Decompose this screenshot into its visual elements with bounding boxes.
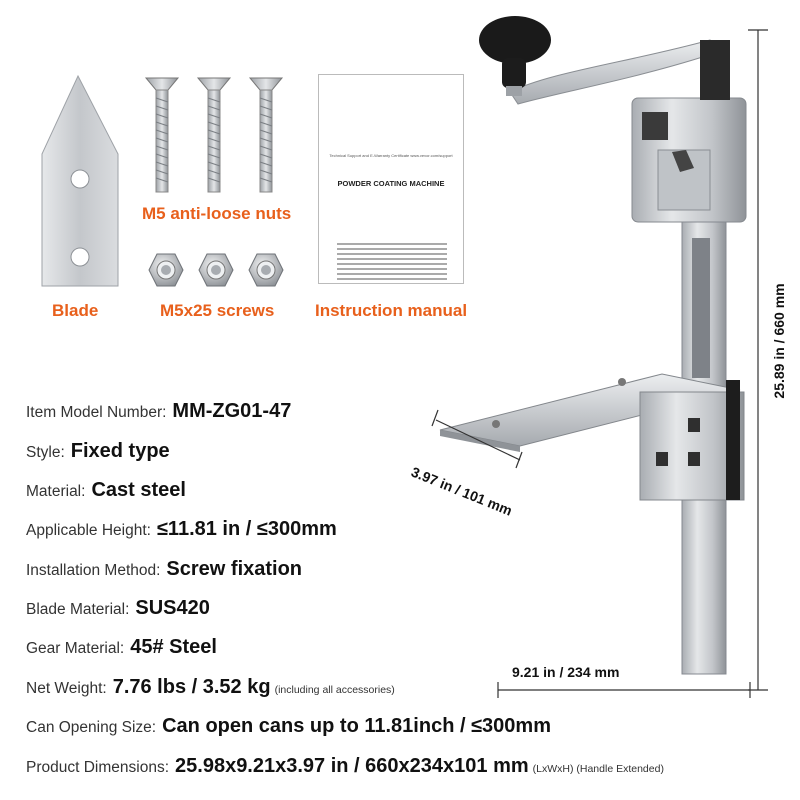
- spec-key: Blade Material:: [26, 601, 130, 618]
- spec-value: MM-ZG01-47: [172, 400, 292, 422]
- screw-2: [198, 78, 230, 192]
- spec-product-dimensions: [26, 755, 664, 778]
- spec-key: Net Weight:: [26, 680, 107, 697]
- spec-value: 45# Steel: [130, 636, 217, 658]
- spec-value: Can open cans up to 11.81inch / ≤300mm: [162, 715, 551, 737]
- screw-3: [250, 78, 282, 192]
- spec-applicable-height: [26, 518, 337, 541]
- nut-1: [149, 254, 183, 286]
- spec-can-opening-size: [26, 715, 551, 738]
- spec-value: ≤11.81 in / ≤300mm: [156, 518, 337, 540]
- spec-key: Product Dimensions:: [26, 759, 170, 776]
- spec-note: (including all accessories): [274, 684, 395, 696]
- spec-blade-material: [26, 597, 210, 620]
- spec-style: [26, 440, 170, 463]
- height-dimension-label: 25.89 in / 660 mm: [771, 283, 787, 399]
- handle-knob: [479, 16, 551, 64]
- spec-key: Material:: [26, 483, 86, 500]
- blade-label: Blade: [52, 301, 99, 320]
- nuts-image: [144, 248, 294, 292]
- screw-1: [146, 78, 178, 192]
- blade-image: [40, 74, 120, 294]
- spec-gear-material: [26, 636, 217, 659]
- spec-installation-method: [26, 558, 302, 581]
- screws-image: [144, 74, 284, 194]
- spec-value: 25.98x9.21x3.97 in / 660x234x101 mm: [175, 755, 529, 777]
- spec-value: SUS420: [135, 597, 210, 619]
- spec-value: Screw fixation: [166, 558, 303, 580]
- nut-3: [249, 254, 283, 286]
- width-dimension-label: 9.21 in / 234 mm: [512, 664, 620, 680]
- screws-label: M5x25 screws: [160, 301, 275, 320]
- spec-key: Item Model Number:: [26, 404, 167, 421]
- spec-key: Style:: [26, 444, 65, 461]
- spec-value: Cast steel: [91, 479, 186, 501]
- spec-key: Can Opening Size:: [26, 719, 157, 736]
- manual-subtitle: Technical Support and E-Warranty Certificate www.vevor.com/support: [329, 153, 453, 158]
- spec-key: Gear Material:: [26, 640, 125, 657]
- spec-note: (LxWxH) (Handle Extended): [532, 763, 664, 775]
- depth-dimension-label: 3.97 in / 101 mm: [409, 463, 515, 519]
- spec-key: Installation Method:: [26, 562, 161, 579]
- spec-value: 7.76 lbs / 3.52 kg: [112, 676, 271, 698]
- nut-2: [199, 254, 233, 286]
- spec-value: Fixed type: [70, 440, 170, 462]
- spec-key: Applicable Height:: [26, 522, 151, 539]
- manual-label: Instruction manual: [315, 301, 468, 320]
- spec-model-number: [26, 400, 291, 423]
- spec-net-weight: [26, 676, 395, 699]
- spec-material: [26, 479, 186, 502]
- manual-title: POWDER COATING MACHINE: [337, 179, 445, 188]
- nuts-label: M5 anti-loose nuts: [142, 204, 292, 223]
- can-opener-image: [410, 0, 750, 700]
